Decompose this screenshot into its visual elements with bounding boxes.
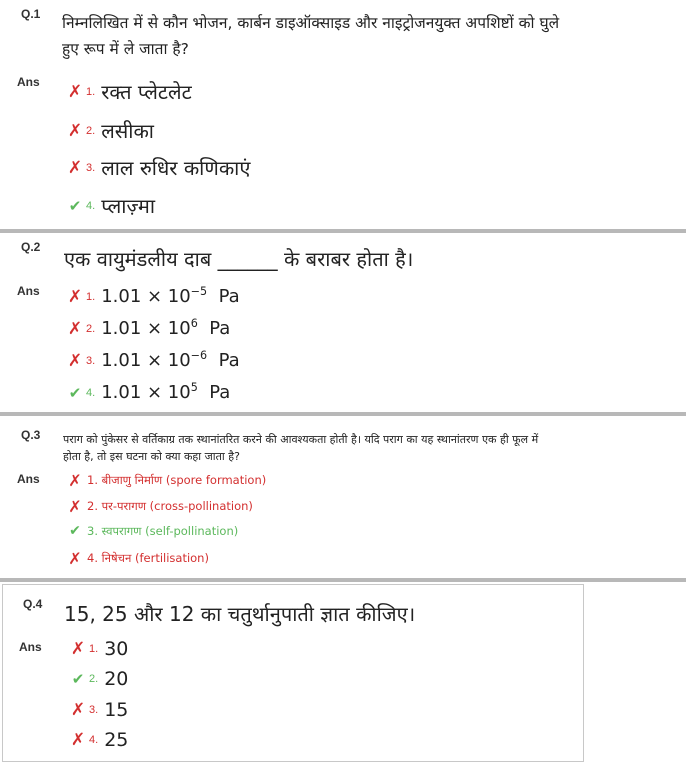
question-separator bbox=[0, 412, 686, 416]
formula-base: 1.01 × 10 bbox=[101, 318, 191, 339]
cross-mark-icon: ✗ bbox=[67, 157, 83, 178]
option-2[interactable] bbox=[67, 117, 154, 144]
answer-label: Ans bbox=[17, 472, 40, 486]
option-number: 1. bbox=[86, 290, 96, 303]
option-text: रक्त प्लेटलेट bbox=[101, 80, 192, 104]
option-4[interactable] bbox=[67, 382, 230, 403]
formula-unit: Pa bbox=[218, 286, 240, 307]
option-text: लसीका bbox=[101, 119, 154, 143]
cross-mark-icon: ✗ bbox=[68, 549, 82, 568]
option-1[interactable] bbox=[70, 638, 128, 660]
option-text: 4. निषेचन (fertilisation) bbox=[87, 551, 209, 565]
cross-mark-icon: ✗ bbox=[67, 120, 83, 141]
question-text bbox=[63, 431, 538, 465]
option-text: 1. बीजाणु निर्माण (spore formation) bbox=[87, 473, 267, 487]
option-1[interactable] bbox=[67, 286, 240, 307]
cross-mark-icon: ✗ bbox=[67, 318, 83, 339]
option-number: 2. bbox=[86, 124, 96, 137]
option-text: लाल रुधिर कणिकाएं bbox=[101, 156, 251, 180]
option-number: 1. bbox=[89, 643, 99, 655]
option-2[interactable] bbox=[67, 318, 230, 339]
option-3[interactable] bbox=[67, 523, 238, 539]
question-number: Q.2 bbox=[21, 240, 41, 254]
option-4[interactable] bbox=[70, 729, 128, 751]
option-2[interactable] bbox=[70, 668, 128, 690]
answer-label: Ans bbox=[19, 640, 42, 654]
formula-base: 1.01 × 10 bbox=[101, 382, 191, 403]
answer-label: Ans bbox=[17, 75, 40, 89]
option-text: 15 bbox=[104, 699, 129, 721]
option-number: 4. bbox=[86, 199, 96, 212]
formula-unit: Pa bbox=[209, 382, 231, 403]
option-3[interactable] bbox=[70, 699, 128, 721]
option-text: 2. पर-परागण (cross-pollination) bbox=[87, 499, 253, 513]
formula-unit: Pa bbox=[209, 318, 231, 339]
check-mark-icon: ✔ bbox=[69, 523, 81, 539]
cross-mark-icon: ✗ bbox=[70, 700, 86, 720]
option-number: 4. bbox=[89, 734, 99, 746]
formula-base: 1.01 × 10 bbox=[101, 350, 191, 371]
check-mark-icon: ✔ bbox=[68, 383, 82, 402]
formula-exponent: −6 bbox=[190, 349, 208, 362]
option-3[interactable] bbox=[67, 154, 250, 181]
question-separator bbox=[0, 578, 686, 582]
formula-base: 1.01 × 10 bbox=[101, 286, 191, 307]
option-text: 20 bbox=[104, 668, 129, 690]
cross-mark-icon: ✗ bbox=[67, 350, 83, 371]
option-number: 2. bbox=[86, 322, 96, 335]
option-3[interactable] bbox=[67, 350, 240, 371]
question-number: Q.3 bbox=[21, 428, 41, 442]
option-formula bbox=[101, 286, 240, 307]
cross-mark-icon: ✗ bbox=[67, 81, 83, 102]
option-4[interactable] bbox=[67, 192, 155, 219]
option-formula bbox=[101, 382, 230, 403]
answer-label: Ans bbox=[17, 284, 40, 298]
cross-mark-icon: ✗ bbox=[70, 730, 86, 750]
question-text-line: निम्नलिखित में से कौन भोजन, कार्बन डाइऑक्साइड और नाइट्रोजनयुक्त अपशिष्टों को घुले bbox=[62, 14, 560, 32]
question-number: Q.1 bbox=[21, 7, 41, 21]
question-text-line: हुए रूप में ले जाता है? bbox=[62, 40, 189, 58]
question-text: एक वायुमंडलीय दाब ______ के बराबर होता है। bbox=[64, 247, 414, 271]
check-mark-icon: ✔ bbox=[68, 196, 82, 215]
cross-mark-icon: ✗ bbox=[68, 497, 82, 516]
cross-mark-icon: ✗ bbox=[67, 286, 83, 307]
formula-exponent: 5 bbox=[190, 381, 198, 394]
option-text: 3. स्वपरागण (self-pollination) bbox=[87, 523, 239, 538]
option-1[interactable] bbox=[67, 471, 266, 490]
cross-mark-icon: ✗ bbox=[70, 639, 86, 659]
question-separator bbox=[0, 229, 686, 233]
option-text: 25 bbox=[104, 729, 129, 751]
question-text bbox=[62, 10, 559, 62]
formula-exponent: 6 bbox=[190, 317, 198, 330]
cross-mark-icon: ✗ bbox=[68, 471, 82, 490]
formula-unit: Pa bbox=[218, 350, 240, 371]
option-text: प्लाज़्मा bbox=[101, 194, 156, 218]
option-number: 3. bbox=[86, 161, 96, 174]
formula-exponent: −5 bbox=[190, 285, 208, 298]
question-number: Q.4 bbox=[23, 597, 43, 611]
check-mark-icon: ✔ bbox=[71, 670, 85, 688]
question-text-line: होता है, तो इस घटना को क्या कहा जाता है? bbox=[63, 450, 240, 463]
question-text: 15, 25 और 12 का चतुर्थानुपाती ज्ञात कीजिए। bbox=[64, 602, 416, 626]
option-formula bbox=[101, 318, 230, 339]
option-number: 2. bbox=[89, 673, 99, 685]
option-1[interactable] bbox=[67, 78, 192, 105]
option-formula bbox=[101, 350, 240, 371]
option-2[interactable] bbox=[67, 497, 253, 516]
option-number: 1. bbox=[86, 85, 96, 98]
question-text-line: पराग को पुंकेसर से वर्तिकाग्र तक स्थानांतरित करने की आवश्यकता होती है। यदि पराग का यह स्थानांतरण एक ही फूल में bbox=[63, 433, 539, 446]
option-number: 3. bbox=[86, 354, 96, 367]
option-number: 4. bbox=[86, 386, 96, 399]
option-number: 3. bbox=[89, 704, 99, 716]
option-text: 30 bbox=[104, 638, 129, 660]
option-4[interactable] bbox=[67, 549, 209, 568]
